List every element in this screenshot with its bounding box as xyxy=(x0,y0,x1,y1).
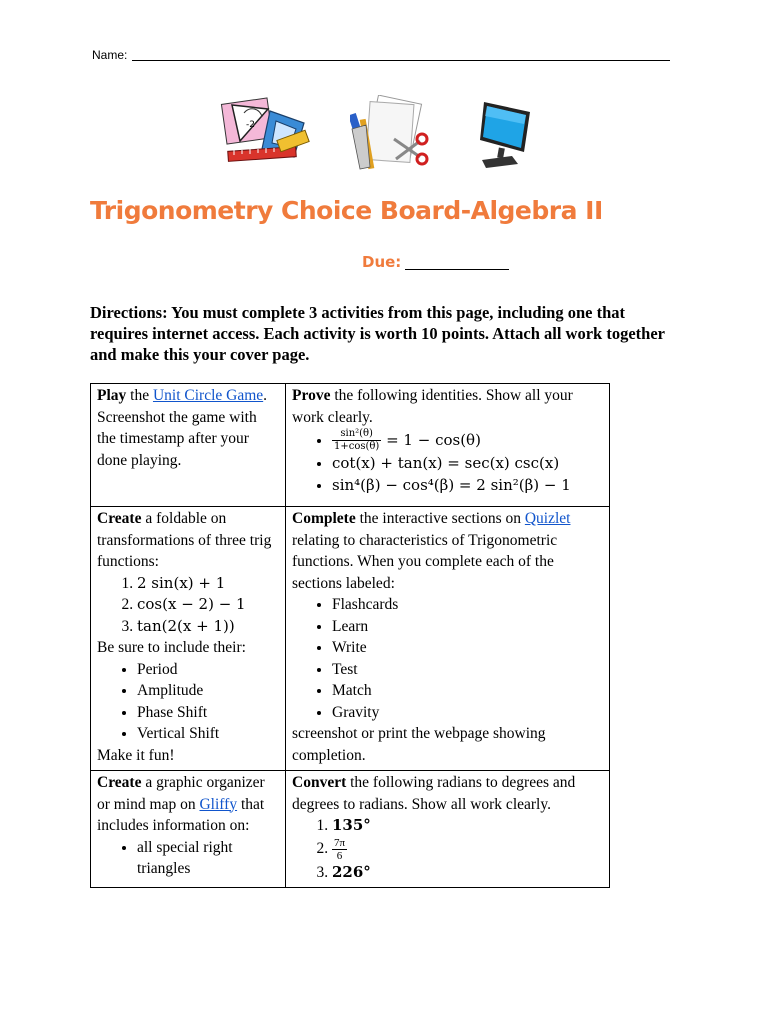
svg-text:-2: -2 xyxy=(246,120,255,130)
identity-1-denominator: 1+cos(θ) xyxy=(334,441,380,452)
name-blank xyxy=(132,60,670,61)
cell-text: . Screenshot the game with the timestamp after your done playing. xyxy=(97,387,268,469)
convert-value-3: 226° xyxy=(332,862,371,881)
list-item xyxy=(332,815,603,837)
cell-lead: Create xyxy=(97,510,142,527)
cell-foldable xyxy=(91,507,286,771)
include-list xyxy=(97,659,279,745)
convert-value-2-numerator: 2. 7π xyxy=(334,836,346,849)
convert-list xyxy=(292,815,603,883)
convert-value-1: 135° xyxy=(332,816,371,834)
list-item xyxy=(137,594,279,616)
cell-unit-circle xyxy=(91,384,286,507)
cell-text: a graphic organizer or mind map on xyxy=(97,774,265,813)
list-item xyxy=(137,573,279,595)
convert-value-2-denominator: 6 xyxy=(336,849,343,862)
list-item: • Phase Shift xyxy=(137,702,279,724)
cell-text: the following radians to degrees and degrees to radians. Show all work clearly. xyxy=(292,774,576,813)
cell-text: that includes information on: xyxy=(97,795,265,834)
function-3: tan(2(x + 1)) xyxy=(137,616,235,635)
computer-monitor-clipart xyxy=(472,98,536,170)
cell-text: the interactive sections on xyxy=(355,510,525,527)
cell-lead: Complete xyxy=(292,510,356,527)
list-item xyxy=(332,862,603,884)
cell-lead: Play xyxy=(97,387,127,404)
cell-quizlet xyxy=(286,507,610,771)
list-item: • Period xyxy=(137,659,279,681)
list-item: • all special right triangles xyxy=(137,837,279,880)
identity-2: cot(x) + tan(x) = sec(x) csc(x) xyxy=(332,454,560,472)
function-list xyxy=(97,573,279,638)
organizer-list xyxy=(97,837,279,880)
cell-prove-identities xyxy=(286,384,610,507)
identity-list xyxy=(292,428,603,496)
identity-1-numerator: • sin²(θ) xyxy=(332,428,381,441)
paper-scissors-clipart xyxy=(350,95,432,177)
quizlet-link[interactable]: Quizlet xyxy=(524,510,571,527)
cell-lead: Create xyxy=(97,774,142,791)
cell-lead: Convert xyxy=(292,774,347,791)
name-line xyxy=(92,48,670,66)
due-blank xyxy=(405,269,509,270)
cell-text: relating to characteristics of Trigonometric functions. When you complete each of the sections labeled: xyxy=(292,531,558,592)
function-1: 2 sin(x) + 1 xyxy=(137,573,226,592)
list-item: • Flashcards xyxy=(332,594,603,616)
closing-text: screenshot or print the webpage showing completion. xyxy=(292,725,546,764)
closing-text: Make it fun! xyxy=(97,746,175,764)
name-label: Name: xyxy=(92,48,128,62)
list-item: • Amplitude xyxy=(137,680,279,702)
list-item xyxy=(137,616,279,638)
identity-1-rest: = 1 − cos(θ) xyxy=(381,430,481,449)
due-label: Due: xyxy=(362,253,402,271)
list-item: • Write xyxy=(332,637,603,659)
cell-text: a foldable on transformations of three trig functions: xyxy=(97,510,272,570)
choice-board-table xyxy=(90,383,610,888)
list-item: • Test xyxy=(332,659,603,681)
list-item: • Match xyxy=(332,680,603,702)
cell-lead: Prove xyxy=(292,387,331,404)
due-line xyxy=(362,253,509,271)
cell-convert xyxy=(286,771,610,888)
list-item xyxy=(332,428,603,453)
list-item: • Vertical Shift xyxy=(137,723,279,745)
list-item xyxy=(332,837,603,862)
list-item xyxy=(332,475,603,497)
cell-text: the xyxy=(126,387,153,404)
list-item: • Learn xyxy=(332,616,603,638)
identity-3: sin⁴(β) − cos⁴(β) = 2 sin²(β) − 1 xyxy=(332,475,571,494)
section-list xyxy=(292,594,603,723)
cell-text: the following identities. Show all your work clearly. xyxy=(292,387,573,426)
list-item: • Gravity xyxy=(332,702,603,724)
include-label: Be sure to include their: xyxy=(97,639,246,656)
page-title: Trigonometry Choice Board-Algebra II xyxy=(90,196,603,225)
function-2: cos(x − 2) − 1 xyxy=(137,595,246,613)
directions: Directions: You must complete 3 activities from this page, including one that requires internet access. Each activity is worth 10 points. Attach all work together and make this your cover page. xyxy=(90,303,665,364)
geometry-tools-clipart xyxy=(218,95,312,167)
list-item xyxy=(332,453,603,475)
unit-circle-game-link[interactable]: Unit Circle Game xyxy=(152,387,264,404)
gliffy-link[interactable]: Gliffy xyxy=(199,795,238,813)
cell-graphic-organizer xyxy=(91,771,286,888)
